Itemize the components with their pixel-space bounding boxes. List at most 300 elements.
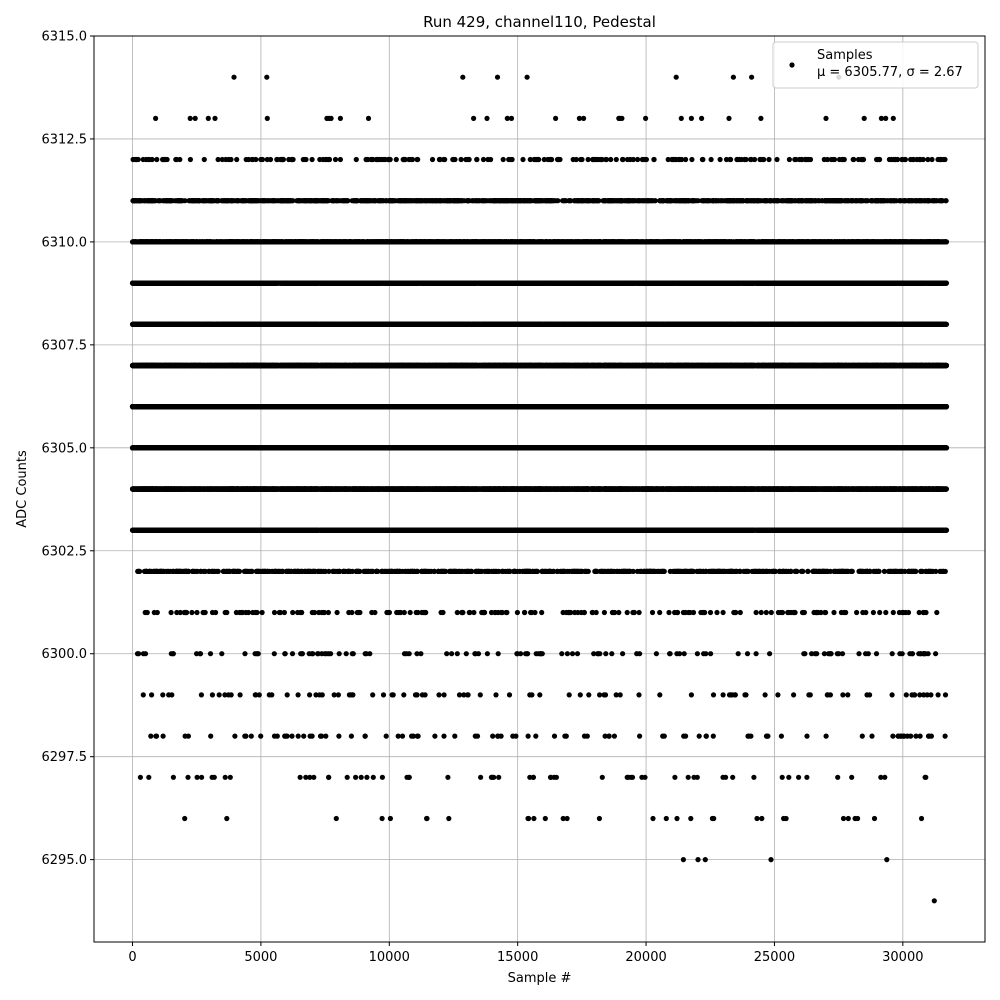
data-point	[582, 734, 587, 739]
data-point	[161, 734, 166, 739]
data-point	[681, 857, 686, 862]
data-point	[890, 692, 895, 697]
data-point	[943, 734, 948, 739]
data-point	[260, 610, 265, 615]
data-point	[630, 610, 635, 615]
data-point	[307, 692, 312, 697]
data-point	[380, 816, 385, 821]
data-point	[478, 692, 483, 697]
data-point	[565, 651, 570, 656]
data-point	[877, 610, 882, 615]
data-point	[141, 692, 146, 697]
data-point	[336, 692, 341, 697]
data-point	[171, 651, 176, 656]
data-point	[736, 651, 741, 656]
data-point	[441, 734, 446, 739]
data-point	[369, 610, 374, 615]
data-point	[595, 651, 600, 656]
data-point	[335, 610, 340, 615]
data-point	[594, 610, 599, 615]
data-point	[618, 692, 623, 697]
data-point	[208, 651, 213, 656]
data-point	[890, 734, 895, 739]
data-point	[381, 692, 386, 697]
data-point	[776, 610, 781, 615]
data-point	[695, 775, 700, 780]
data-point	[764, 610, 769, 615]
data-point	[224, 816, 229, 821]
data-point	[495, 734, 500, 739]
data-point	[525, 651, 530, 656]
data-point	[768, 857, 773, 862]
data-point	[414, 610, 419, 615]
data-point	[650, 816, 655, 821]
data-point	[527, 775, 532, 780]
data-point	[612, 734, 617, 739]
data-point	[199, 775, 204, 780]
data-point	[884, 857, 889, 862]
data-point	[860, 610, 865, 615]
data-point	[934, 610, 939, 615]
data-point	[872, 816, 877, 821]
data-point	[452, 734, 457, 739]
data-point	[672, 610, 677, 615]
data-point	[182, 816, 187, 821]
data-point	[730, 775, 735, 780]
data-point	[344, 651, 349, 656]
data-point	[301, 734, 306, 739]
data-point	[711, 692, 716, 697]
data-point	[282, 734, 287, 739]
data-point	[759, 816, 764, 821]
data-point	[496, 651, 501, 656]
data-point	[228, 775, 233, 780]
data-point	[402, 610, 407, 615]
data-point	[867, 692, 872, 697]
data-point	[575, 651, 580, 656]
data-point	[890, 651, 895, 656]
data-point	[514, 651, 519, 656]
data-point	[695, 857, 700, 862]
data-point	[336, 734, 341, 739]
data-point	[183, 734, 188, 739]
data-point	[311, 775, 316, 780]
data-point	[823, 610, 828, 615]
data-point	[695, 651, 700, 656]
data-point	[496, 775, 501, 780]
data-point	[258, 734, 263, 739]
data-point	[831, 610, 836, 615]
data-point	[927, 734, 932, 739]
data-point	[322, 651, 327, 656]
data-point	[763, 692, 768, 697]
data-point	[479, 610, 484, 615]
data-point	[814, 610, 819, 615]
data-point	[496, 610, 501, 615]
data-point	[537, 692, 542, 697]
data-point	[548, 775, 553, 780]
data-point	[840, 651, 845, 656]
data-point	[824, 734, 829, 739]
data-point	[539, 610, 544, 615]
data-point	[853, 816, 858, 821]
data-point	[704, 734, 709, 739]
data-point	[720, 775, 725, 780]
data-point	[326, 610, 331, 615]
data-point	[759, 610, 764, 615]
data-point	[166, 692, 171, 697]
data-point	[253, 610, 258, 615]
data-point	[525, 816, 530, 821]
data-point	[296, 692, 301, 697]
data-point	[282, 651, 287, 656]
data-point	[183, 610, 188, 615]
data-point	[154, 734, 159, 739]
data-point	[350, 692, 355, 697]
data-point	[786, 775, 791, 780]
data-point	[657, 610, 662, 615]
data-point	[493, 692, 498, 697]
data-point	[210, 692, 215, 697]
data-point	[913, 734, 918, 739]
data-point	[289, 734, 294, 739]
data-point	[413, 692, 418, 697]
data-point	[809, 651, 814, 656]
data-point	[243, 610, 248, 615]
data-point	[148, 734, 153, 739]
data-point	[926, 651, 931, 656]
data-point	[919, 816, 924, 821]
data-point	[564, 610, 569, 615]
data-point	[863, 651, 868, 656]
data-point	[445, 775, 450, 780]
data-point	[242, 651, 247, 656]
data-point	[733, 610, 738, 615]
data-point	[897, 651, 902, 656]
data-point	[334, 816, 339, 821]
data-point	[507, 692, 512, 697]
data-point	[932, 898, 937, 903]
data-point	[478, 775, 483, 780]
data-point	[138, 775, 143, 780]
data-point	[440, 610, 445, 615]
data-point	[404, 651, 409, 656]
data-point	[688, 816, 693, 821]
data-point	[189, 610, 194, 615]
data-point	[466, 692, 471, 697]
data-point	[908, 734, 913, 739]
data-point	[527, 692, 532, 697]
data-point	[194, 651, 199, 656]
data-point	[422, 610, 427, 615]
data-point	[804, 734, 809, 739]
data-point	[869, 734, 874, 739]
data-point	[310, 734, 315, 739]
data-point	[526, 734, 531, 739]
data-point	[674, 816, 679, 821]
data-point	[654, 651, 659, 656]
data-point	[391, 692, 396, 697]
data-point	[793, 610, 798, 615]
data-point	[835, 775, 840, 780]
data-point	[394, 610, 399, 615]
data-point	[703, 857, 708, 862]
data-point	[223, 775, 228, 780]
data-point	[597, 692, 602, 697]
data-point	[565, 816, 570, 821]
data-point	[891, 610, 896, 615]
data-point	[602, 610, 607, 615]
data-point	[845, 692, 850, 697]
data-point	[681, 734, 686, 739]
data-point	[899, 734, 904, 739]
data-point	[224, 610, 229, 615]
data-point	[791, 692, 796, 697]
data-point	[290, 610, 295, 615]
data-point	[806, 692, 811, 697]
data-point	[637, 651, 642, 656]
data-point	[668, 651, 673, 656]
data-point	[355, 610, 360, 615]
data-point	[681, 610, 686, 615]
data-point	[349, 610, 354, 615]
data-point	[349, 734, 354, 739]
data-point	[796, 775, 801, 780]
chart-title: Run 429, channel110, Pedestal	[423, 13, 656, 31]
data-point	[418, 651, 423, 656]
data-point	[201, 610, 206, 615]
data-point	[711, 816, 716, 821]
data-point	[444, 651, 449, 656]
data-point	[642, 775, 647, 780]
data-point	[485, 651, 490, 656]
data-point	[567, 692, 572, 697]
data-point	[625, 610, 630, 615]
data-point	[721, 692, 726, 697]
data-point	[597, 816, 602, 821]
data-point	[238, 692, 243, 697]
data-point	[473, 734, 478, 739]
data-point	[464, 651, 469, 656]
data-point	[290, 651, 295, 656]
data-point	[467, 610, 472, 615]
data-point	[442, 692, 447, 697]
data-point	[269, 692, 274, 697]
data-point	[700, 610, 705, 615]
data-point	[217, 692, 222, 697]
data-point	[666, 610, 671, 615]
data-point	[199, 692, 204, 697]
data-point	[751, 775, 756, 780]
data-point	[745, 651, 750, 656]
data-point	[416, 734, 421, 739]
data-point	[424, 816, 429, 821]
data-point	[841, 816, 846, 821]
data-point	[923, 610, 928, 615]
data-point	[194, 610, 199, 615]
data-point	[359, 775, 364, 780]
data-point	[513, 734, 518, 739]
data-point	[543, 816, 548, 821]
data-point	[839, 610, 844, 615]
data-point	[917, 692, 922, 697]
data-point	[559, 651, 564, 656]
data-point	[630, 775, 635, 780]
data-point	[135, 651, 140, 656]
data-point	[345, 775, 350, 780]
data-point	[708, 610, 713, 615]
data-point	[328, 651, 333, 656]
data-point	[582, 610, 587, 615]
data-point	[918, 651, 923, 656]
data-point	[155, 610, 160, 615]
data-point	[363, 734, 368, 739]
data-point	[253, 651, 258, 656]
data-point	[326, 775, 331, 780]
data-point	[472, 651, 477, 656]
data-point	[572, 610, 577, 615]
data-point	[708, 651, 713, 656]
data-point	[171, 775, 176, 780]
data-point	[871, 610, 876, 615]
data-point	[775, 692, 780, 697]
data-point	[674, 651, 679, 656]
data-point	[455, 610, 460, 615]
data-point	[504, 610, 509, 615]
data-point	[455, 651, 460, 656]
data-point	[721, 610, 726, 615]
data-point	[854, 610, 859, 615]
data-point	[607, 734, 612, 739]
data-point	[169, 610, 174, 615]
data-point	[143, 651, 148, 656]
data-point	[313, 692, 318, 697]
data-point	[528, 610, 533, 615]
data-point	[353, 775, 358, 780]
data-point	[489, 610, 494, 615]
data-point	[404, 775, 409, 780]
data-point	[208, 734, 213, 739]
data-point	[195, 775, 200, 780]
data-point	[401, 692, 406, 697]
data-point	[249, 734, 254, 739]
data-point	[436, 692, 441, 697]
data-point	[711, 734, 716, 739]
data-point	[515, 610, 520, 615]
data-point	[432, 734, 437, 739]
data-point	[446, 816, 451, 821]
data-point	[149, 692, 154, 697]
data-point	[299, 610, 304, 615]
data-point	[459, 610, 464, 615]
data-point	[384, 610, 389, 615]
data-point	[522, 610, 527, 615]
data-point	[296, 734, 301, 739]
data-point	[814, 651, 819, 656]
data-point	[765, 734, 770, 739]
data-point	[904, 692, 909, 697]
data-point	[840, 692, 845, 697]
data-point	[316, 651, 321, 656]
data-point	[300, 651, 305, 656]
data-point	[689, 692, 694, 697]
data-point	[660, 734, 665, 739]
data-point	[742, 692, 747, 697]
data-point	[309, 651, 314, 656]
data-point	[531, 816, 536, 821]
data-point	[883, 610, 888, 615]
data-point	[603, 692, 608, 697]
data-point	[754, 816, 759, 821]
data-point	[319, 734, 324, 739]
data-point	[754, 651, 759, 656]
data-point	[409, 734, 414, 739]
data-point	[664, 816, 669, 821]
data-point	[388, 816, 393, 821]
data-point	[272, 610, 277, 615]
data-point	[396, 734, 401, 739]
data-point	[234, 610, 239, 615]
data-point	[936, 692, 941, 697]
data-point	[272, 651, 277, 656]
data-point	[801, 651, 806, 656]
data-point	[371, 775, 376, 780]
data-point	[229, 692, 234, 697]
data-point	[257, 692, 262, 697]
data-point	[380, 775, 385, 780]
data-point	[449, 651, 454, 656]
data-point	[849, 775, 854, 780]
data-point	[552, 734, 557, 739]
data-point	[609, 651, 614, 656]
data-point	[212, 775, 217, 780]
data-point	[363, 651, 368, 656]
data-point	[686, 775, 691, 780]
data-point	[367, 651, 372, 656]
data-point	[701, 651, 706, 656]
data-point	[578, 692, 583, 697]
data-point	[745, 734, 750, 739]
data-point	[213, 610, 218, 615]
data-point	[370, 692, 375, 697]
data-point	[408, 610, 413, 615]
data-point	[769, 610, 774, 615]
data-point	[754, 610, 759, 615]
data-point	[185, 775, 190, 780]
data-point	[637, 610, 642, 615]
data-point	[610, 610, 615, 615]
data-point	[943, 692, 948, 697]
data-point	[337, 651, 342, 656]
data-point	[672, 775, 677, 780]
data-point	[242, 734, 247, 739]
data-point	[650, 610, 655, 615]
data-point	[825, 692, 830, 697]
data-point	[636, 692, 641, 697]
data-point	[282, 610, 287, 615]
data-point	[351, 651, 356, 656]
data-point	[490, 734, 495, 739]
data-point	[846, 816, 851, 821]
data-point	[364, 775, 369, 780]
data-point	[801, 610, 806, 615]
data-point	[897, 610, 902, 615]
data-point	[804, 775, 809, 780]
data-point	[779, 734, 784, 739]
data-point	[536, 651, 541, 656]
data-point	[657, 692, 662, 697]
data-point	[174, 610, 179, 615]
